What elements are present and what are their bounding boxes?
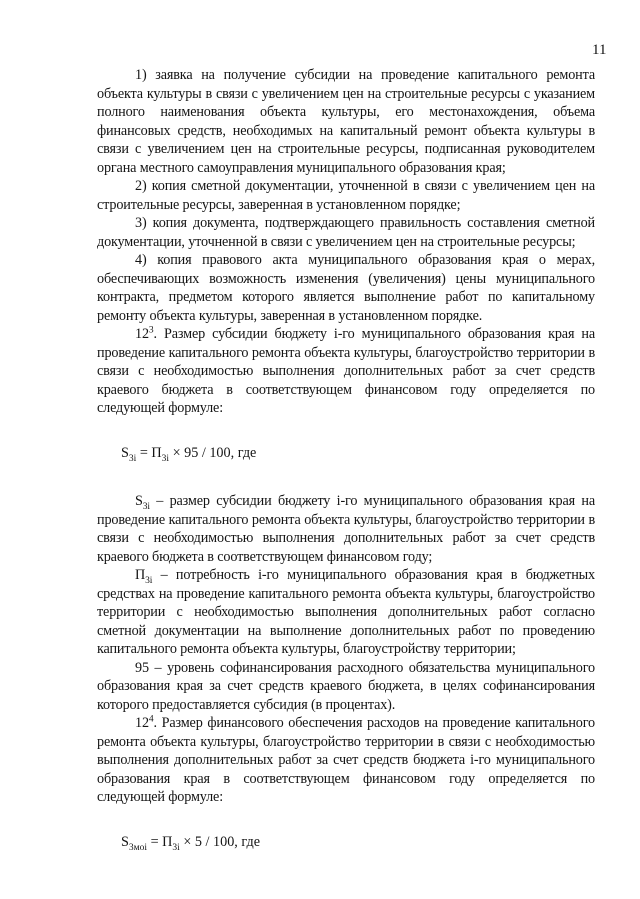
section-12-4: [97, 714, 595, 807]
definition-s3i: $S_{3i}$ – размер субсидии бюджету i-го муниципального образования края на проведение капитального ремонта объекта культуры, благоустройство территории в связи с необходимостью выполнения дополнительных работ за счет средств краевого бюджета в соответствующем финансовом году;: [97, 493, 595, 565]
list-item-3: 3) копия документа, подтверждающего правильность составления сметной документации, уточненной в связи с увеличением цен на строительные ресурсы;: [97, 215, 595, 250]
definition-95: 95 – уровень софинансирования расходного обязательства муниципального образования края за счет средств краевого бюджета, в целях софинансирования которого предоставляется субсидия (в процентах).: [97, 659, 595, 713]
section-text: . Размер финансового обеспечения расходов на проведение капитального ремонта объекта культуры, благоустройство территории в связи с необходимостью выполнения дополнительных работ за счет средств бюджета i-го муниципального образования края в соответствующем финансовом году определяется по следующей формуле:: [97, 715, 595, 805]
section-number: 12: [135, 326, 149, 342]
formula-municipal-cofinancing: $S_{3моi} = П_{3i} \times 5 / 100$, где: [121, 833, 261, 853]
definition-p3i: $П_{3i}$ – потребность i-го муниципального образования края в бюджетных средствах на проведение капитального ремонта объекта культуры, благоустройство территории с необходимостью выполнения дополнительных работ согласно сметной документации на выполнение дополнительных работ по проведению капитального ремонта объекта культуры, благоустройству территории;: [97, 567, 595, 657]
list-item-1: 1) заявка на получение субсидии на проведение капитального ремонта объекта культуры в связи с увеличением цен на строительные ресурсы с указанием полного наименования объекта культуры, его местонахождения, объема финансовых средств, необходимых на капитальный ремонт объекта культуры в связи с увеличением цен на строительные ресурсы, подписанная руководителем органа местного самоуправления муниципального образования края;: [97, 67, 595, 176]
section-12-3: [97, 325, 595, 418]
section-text: . Размер субсидии бюджету i-го муниципального образования края на проведение капитального ремонта объекта культуры, благоустройство территории в связи с необходимостью выполнения дополнительных работ за счет средств краевого бюджета в соответствующем финансовом году определяется по следующей формуле:: [97, 326, 595, 416]
page-number: 11: [592, 42, 607, 58]
section-number: 12: [135, 715, 149, 731]
section-superscript: 4: [148, 714, 154, 725]
document-body: [97, 66, 595, 851]
section-superscript: 3: [148, 325, 154, 336]
formula-subsidy: $S_{3i} = П_{3i} \times 95 / 100$, где: [121, 444, 257, 464]
list-item-2: 2) копия сметной документации, уточненной в связи с увеличением цен на строительные ресурсы, заверенная в установленном порядке;: [97, 178, 595, 213]
list-item-4: 4) копия правового акта муниципального образования края о мерах, обеспечивающих возможность изменения (увеличения) цены муниципального контракта, предметом которого является выполнение работ по капитальному ремонту объекта культуры, заверенная в установленном порядке.: [97, 252, 595, 324]
